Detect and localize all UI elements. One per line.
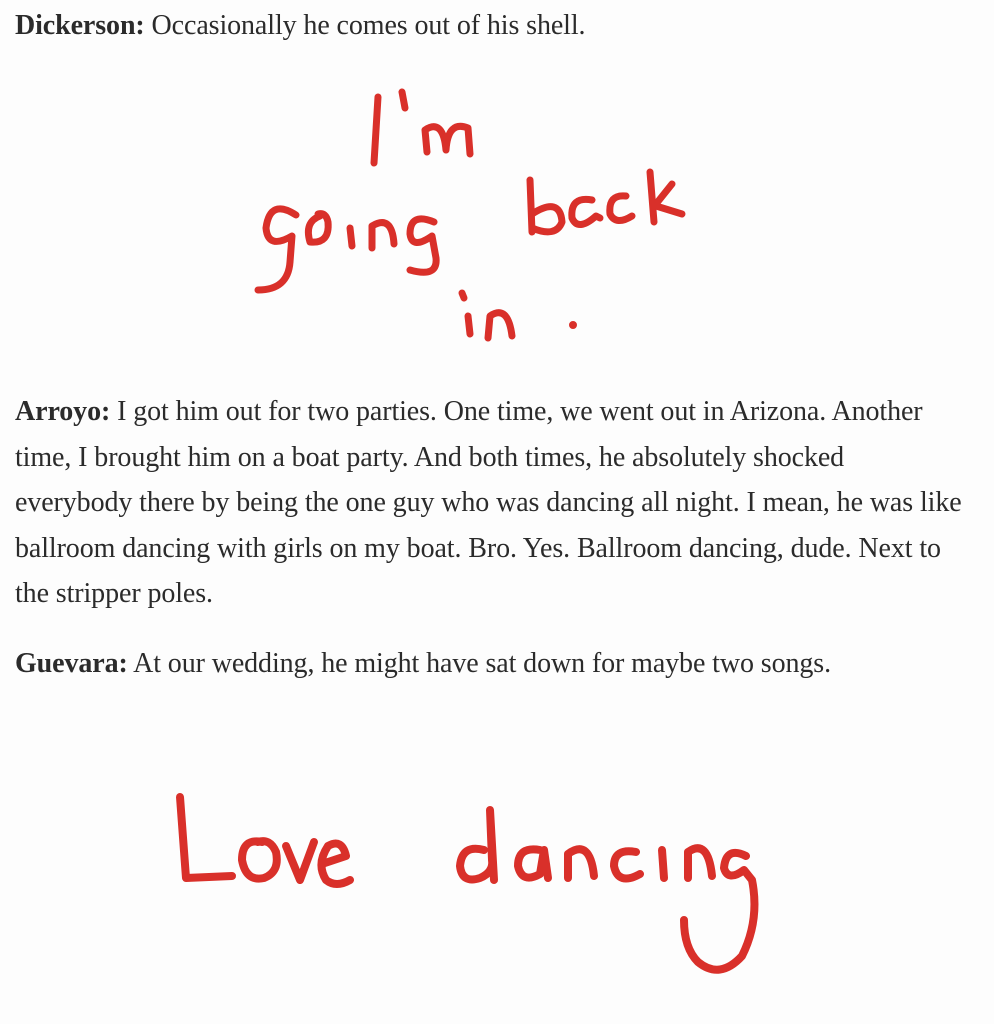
dialogue-text: Occasionally he comes out of his shell. bbox=[144, 10, 586, 41]
dialogue-text: I got him out for two parties. One time, we went out in Arizona. Another time, I brought him on a boat party. And both times, he absolutely shocked everybody there by being the one guy who was dancing all night. I mean, he was like ballroom dancing with girls on my boat. Bro. Yes. Ballroom dancing, dude. Next to the stripper poles. bbox=[15, 396, 962, 609]
dialogue-text: At our wedding, he might have sat down for maybe two songs. bbox=[127, 648, 831, 679]
speaker-name: Dickerson: bbox=[15, 10, 145, 41]
speaker-name: Arroyo: bbox=[15, 396, 111, 427]
speaker-name: Guevara: bbox=[15, 648, 128, 679]
